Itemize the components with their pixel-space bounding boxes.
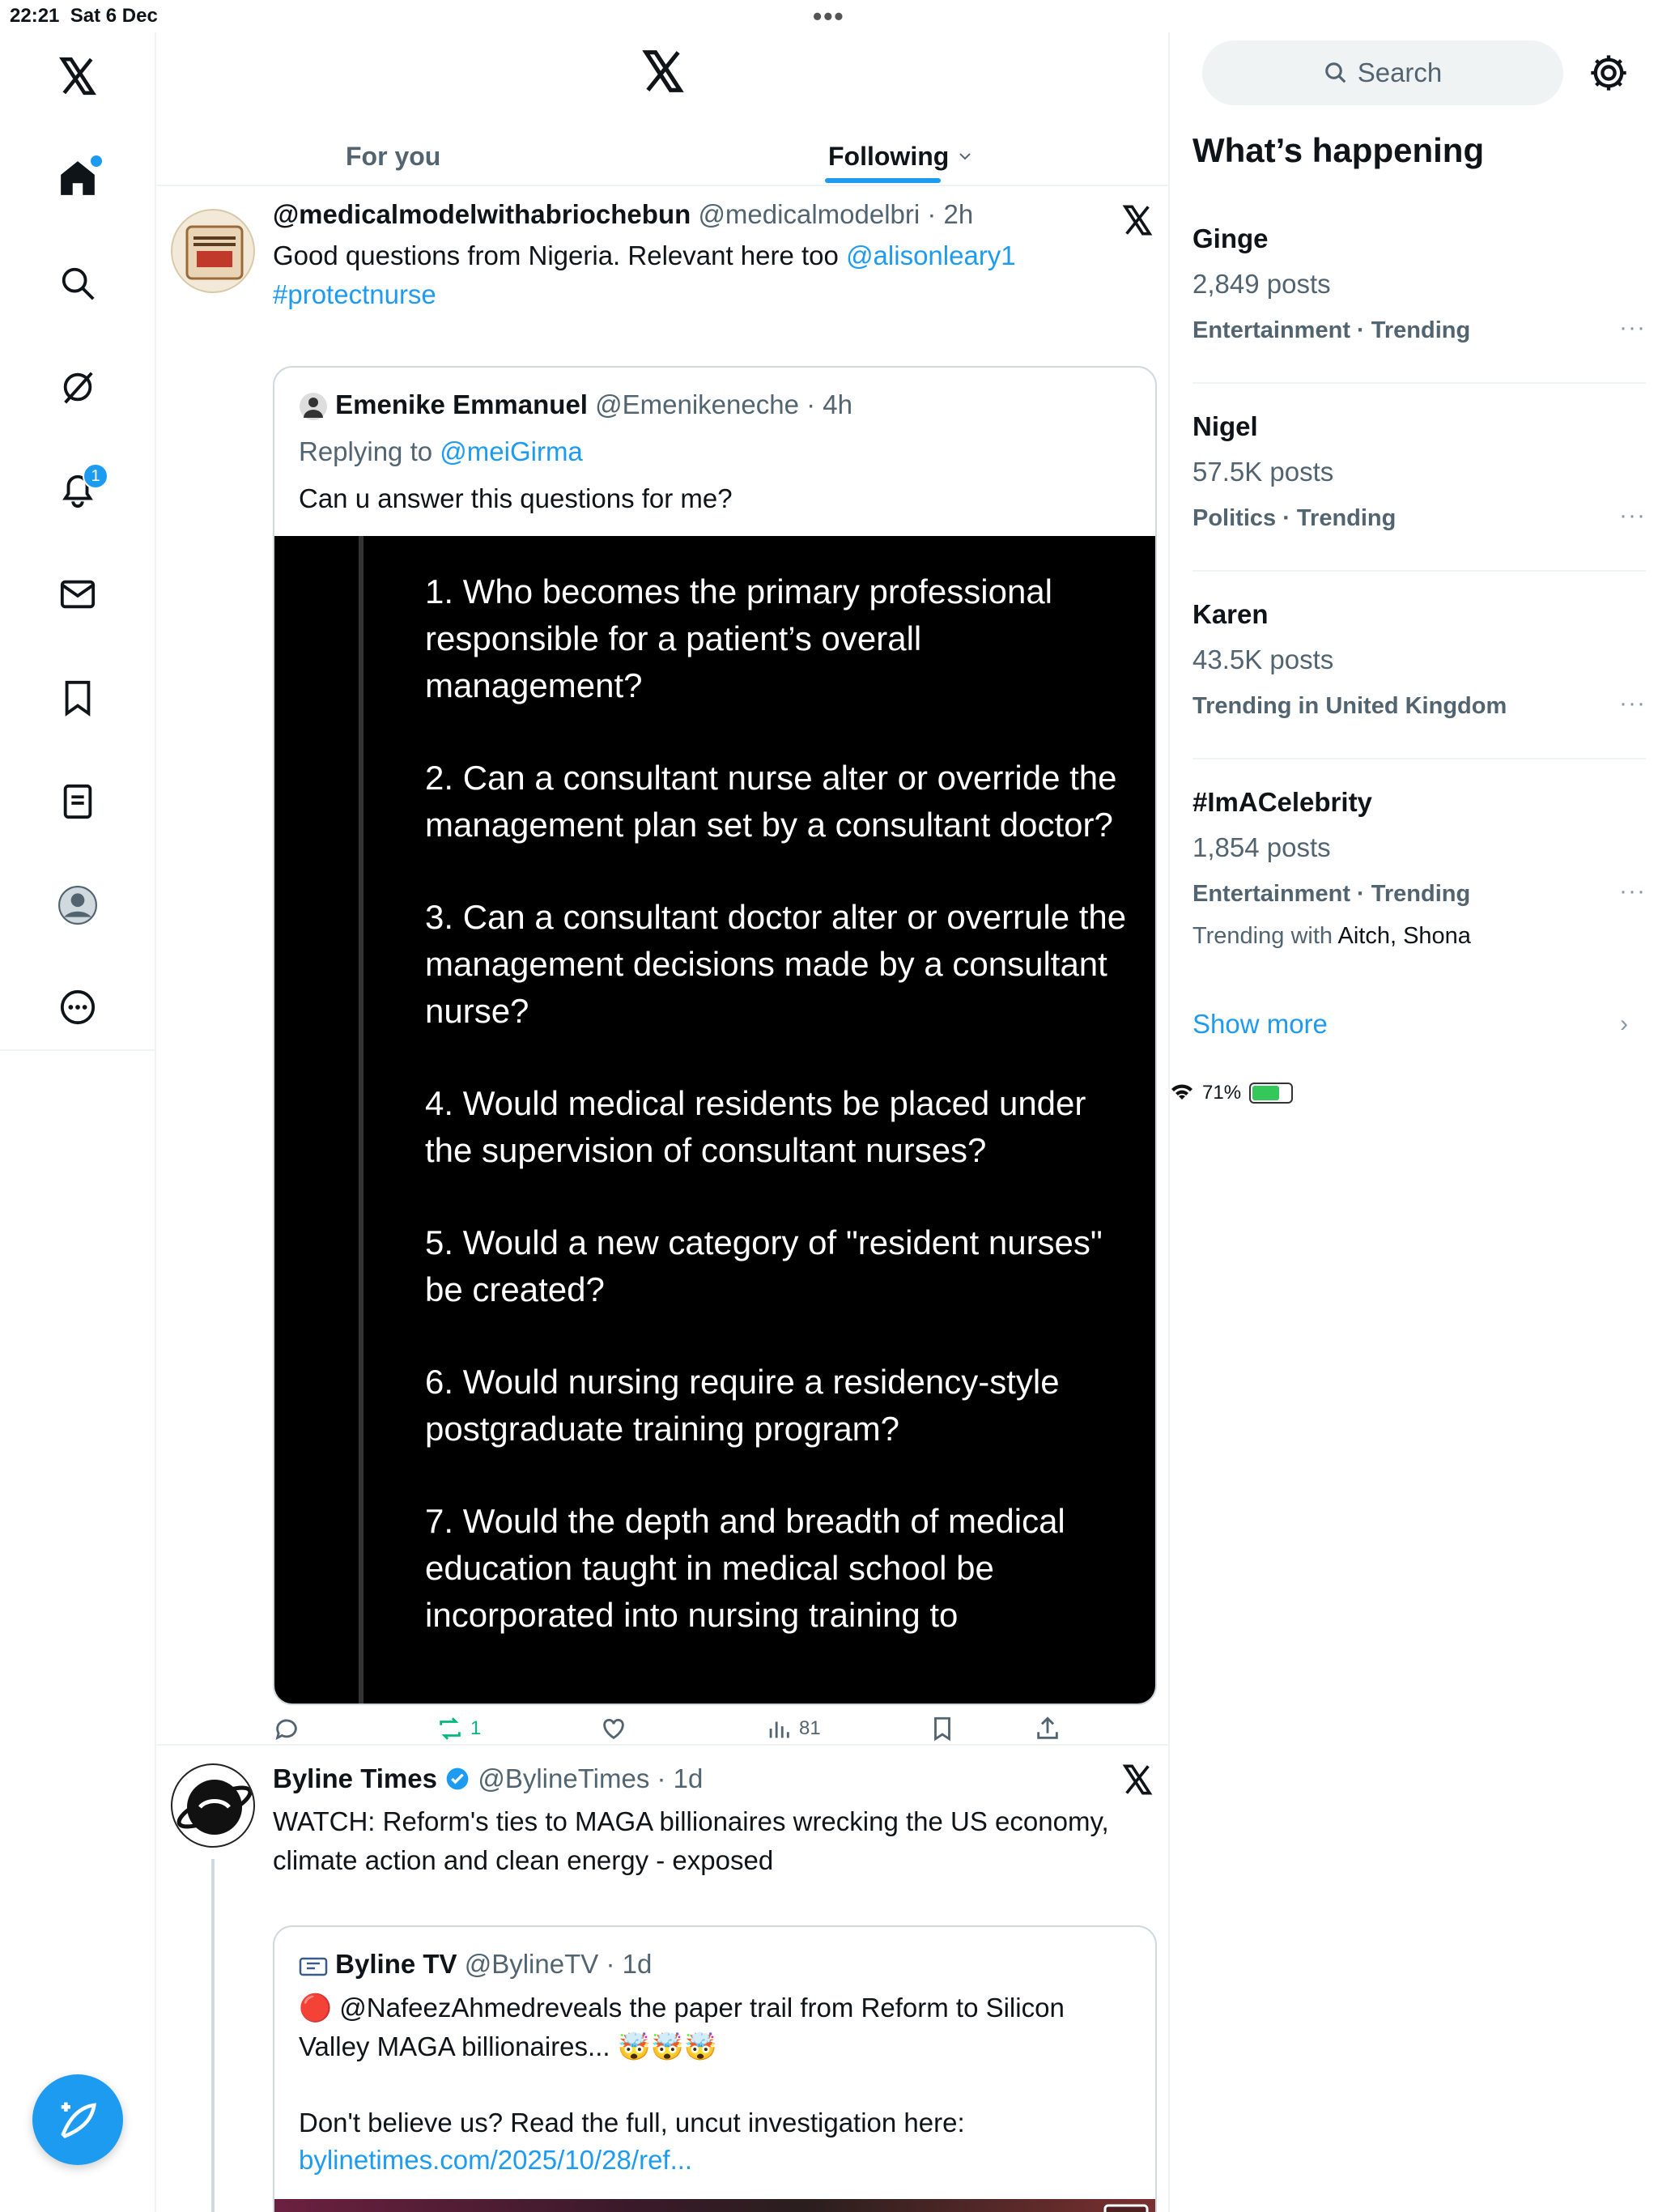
show-more-link[interactable]: Show more — [1192, 1009, 1328, 1039]
trend-divider — [1192, 382, 1646, 384]
chevron-down-icon — [955, 147, 975, 166]
quote-timestamp: · 1d — [606, 1949, 653, 1979]
battery-percent: 71% — [1202, 1082, 1242, 1104]
bookmark-icon — [929, 1715, 956, 1742]
search-placeholder: Search — [1357, 57, 1443, 87]
trend-count: 2,849 posts — [1192, 269, 1331, 299]
quote-video-thumbnail[interactable] — [274, 2199, 1157, 2212]
like-button[interactable] — [600, 1715, 627, 1742]
tab-for-you[interactable] — [346, 126, 440, 186]
quote-header — [299, 385, 852, 424]
quote-text: Can u answer this questions for me? — [299, 483, 733, 513]
handle[interactable]: @BylineTimes — [478, 1763, 650, 1793]
x-grok-icon[interactable] — [1121, 1763, 1154, 1796]
messages-mail-icon[interactable] — [50, 567, 105, 622]
quote-link[interactable]: bylinetimes.com/2025/10/28/ref... — [299, 2145, 693, 2175]
right-sidebar — [1170, 32, 1658, 2212]
compose-post-button[interactable] — [32, 2074, 123, 2165]
byline-tv-logo-icon — [299, 1955, 328, 1976]
timeline-column — [156, 32, 1170, 2212]
avatar[interactable] — [171, 209, 255, 293]
question-item: 5. Would a new category of "resident nurses" be created? — [425, 1223, 1103, 1308]
post-text: Good questions from Nigeria. Relevant here too — [273, 240, 839, 270]
question-item: 1. Who becomes the primary professional responsible for a patient’s overall management? — [425, 572, 1053, 704]
question-item: 3. Can a consultant doctor alter or overrule the management decisions made by a consultant nurse? — [425, 898, 1127, 1030]
trend-category: Politics · Trending — [1192, 505, 1397, 531]
quote-display-name: Byline TV — [335, 1949, 457, 1979]
trend-with-label: Trending with — [1192, 923, 1333, 949]
active-tab-indicator — [825, 178, 941, 183]
post-text: WATCH: Reform's ties to MAGA billionaires wrecking the US economy, climate action and clean energy - exposed — [273, 1806, 1109, 1875]
post-header — [273, 1763, 703, 1794]
image-margin-line — [359, 536, 363, 1705]
profile-avatar-icon[interactable] — [50, 878, 105, 933]
trend-count: 1,854 posts — [1192, 832, 1331, 862]
replying-mention[interactable]: @meiGirma — [440, 436, 583, 466]
question-item: 7. Would the depth and breadth of medical education taught in medical school be incorporated into nursing training to — [425, 1502, 1065, 1634]
trend-item[interactable] — [1192, 223, 1646, 353]
timeline-tabs — [156, 126, 1170, 186]
quote-header — [299, 1945, 652, 1984]
tab-following[interactable] — [828, 126, 975, 186]
tab-following-label: Following — [828, 141, 950, 171]
chevron-right-icon: › — [1620, 1010, 1628, 1037]
timestamp[interactable]: · 1d — [657, 1763, 704, 1793]
more-circle-icon[interactable] — [50, 980, 105, 1035]
nav-divider — [0, 1049, 156, 1051]
home-icon[interactable] — [50, 151, 105, 206]
question-item: 2. Can a consultant nurse alter or override the management plan set by a consultant doctor? — [425, 759, 1117, 844]
tab-for-you-label: For you — [346, 141, 441, 171]
question-item: 6. Would nursing require a residency-style postgraduate training program? — [425, 1363, 1060, 1448]
bookmarks-icon[interactable] — [50, 670, 105, 725]
display-name[interactable]: Byline Times — [273, 1763, 437, 1793]
lists-icon[interactable] — [50, 774, 105, 829]
timestamp[interactable]: · 2h — [927, 199, 974, 229]
post-bylinetimes[interactable] — [156, 1746, 1170, 2212]
notifications-bell-icon[interactable] — [50, 463, 105, 518]
multitasking-dots[interactable]: ••• — [813, 2, 845, 31]
quoted-post[interactable] — [273, 366, 1157, 1705]
quote-text-2: Don't believe us? Read the full, uncut investigation here: — [299, 2108, 965, 2138]
compose-feather-icon — [56, 2098, 100, 2142]
quote-avatar — [299, 392, 328, 421]
bookmark-button[interactable] — [929, 1715, 956, 1742]
questions-list — [425, 568, 1137, 1684]
trend-category: Trending in United Kingdom — [1192, 693, 1507, 719]
x-grok-icon[interactable] — [1121, 204, 1154, 236]
views-count: 81 — [799, 1717, 821, 1739]
video-expand-icon[interactable] — [1102, 2202, 1150, 2212]
quote-handle: @BylineTV — [464, 1949, 599, 1979]
post-body — [273, 236, 1147, 314]
repost-icon — [436, 1715, 464, 1742]
trend-name: Ginge — [1192, 223, 1269, 253]
quote-image[interactable] — [274, 536, 1157, 1705]
trend-count: 43.5K posts — [1192, 644, 1334, 674]
post-header — [273, 199, 973, 230]
search-input[interactable] — [1202, 40, 1563, 105]
trend-item[interactable] — [1192, 599, 1646, 729]
more-options-icon[interactable]: ··· — [1619, 314, 1646, 341]
explore-search-icon[interactable] — [50, 256, 105, 311]
whats-happening-title: What’s happening — [1192, 131, 1485, 169]
trend-category: Entertainment · Trending — [1192, 881, 1471, 907]
question-item: 4. Would medical residents be placed under the supervision of consultant nurses? — [425, 1084, 1086, 1169]
hashtag-link[interactable]: #protectnurse — [273, 279, 436, 309]
thread-line — [211, 1859, 215, 2212]
notifications-count-badge: 1 — [83, 463, 108, 489]
views-chart-icon — [765, 1715, 793, 1742]
search-icon — [1324, 61, 1348, 85]
verified-badge-icon — [444, 1766, 470, 1792]
trend-name: #ImACelebrity — [1192, 787, 1372, 817]
avatar[interactable] — [171, 1763, 255, 1848]
trend-name: Karen — [1192, 599, 1269, 629]
post-medicalmodel[interactable] — [156, 186, 1170, 1749]
grok-icon[interactable] — [50, 359, 105, 415]
replying-label: Replying to — [299, 436, 433, 466]
heart-icon — [600, 1715, 627, 1742]
settings-gear-icon[interactable] — [1588, 52, 1630, 94]
trend-item[interactable] — [1192, 411, 1646, 541]
more-options-icon[interactable]: ··· — [1619, 502, 1646, 529]
trend-count: 57.5K posts — [1192, 457, 1334, 487]
reply-icon — [273, 1715, 300, 1742]
display-name[interactable]: @medicalmodelwithabriochebun — [273, 199, 691, 229]
home-dot-badge — [91, 155, 102, 167]
trend-name: Nigel — [1192, 411, 1258, 441]
more-options-icon[interactable]: ··· — [1619, 690, 1646, 717]
left-nav — [0, 32, 156, 2212]
status-time: 22:21 Sat 6 Dec — [10, 5, 158, 27]
trend-with-names[interactable]: Aitch, Shona — [1337, 923, 1471, 949]
share-icon — [1034, 1715, 1061, 1742]
views-button[interactable] — [765, 1715, 821, 1742]
reply-button[interactable] — [273, 1715, 300, 1742]
quote-handle: @Emenikeneche — [595, 389, 799, 419]
mention-link[interactable]: @alisonleary1 — [846, 240, 1016, 270]
trend-divider — [1192, 570, 1646, 572]
handle[interactable]: @medicalmodelbri — [698, 199, 920, 229]
share-button[interactable] — [1034, 1715, 1061, 1742]
repost-count: 1 — [470, 1717, 482, 1739]
trend-item[interactable] — [1192, 787, 1646, 965]
trend-divider — [1192, 758, 1646, 759]
x-header-logo-icon[interactable] — [640, 49, 686, 98]
more-options-icon[interactable]: ··· — [1619, 878, 1646, 904]
quote-text-1: 🔴 @NafeezAhmedreveals the paper trail from Reform to Silicon Valley MAGA billionaires... 🤯🤯🤯 — [299, 1993, 1065, 2061]
trend-with — [1192, 923, 1471, 950]
quote-replying — [299, 432, 583, 471]
quoted-post[interactable] — [273, 1925, 1157, 2212]
quote-timestamp: · 4h — [806, 389, 852, 419]
x-logo-icon[interactable] — [50, 49, 105, 104]
trend-category: Entertainment · Trending — [1192, 317, 1471, 343]
repost-button[interactable] — [436, 1715, 481, 1742]
quote-display-name: Emenike Emmanuel — [335, 389, 588, 419]
